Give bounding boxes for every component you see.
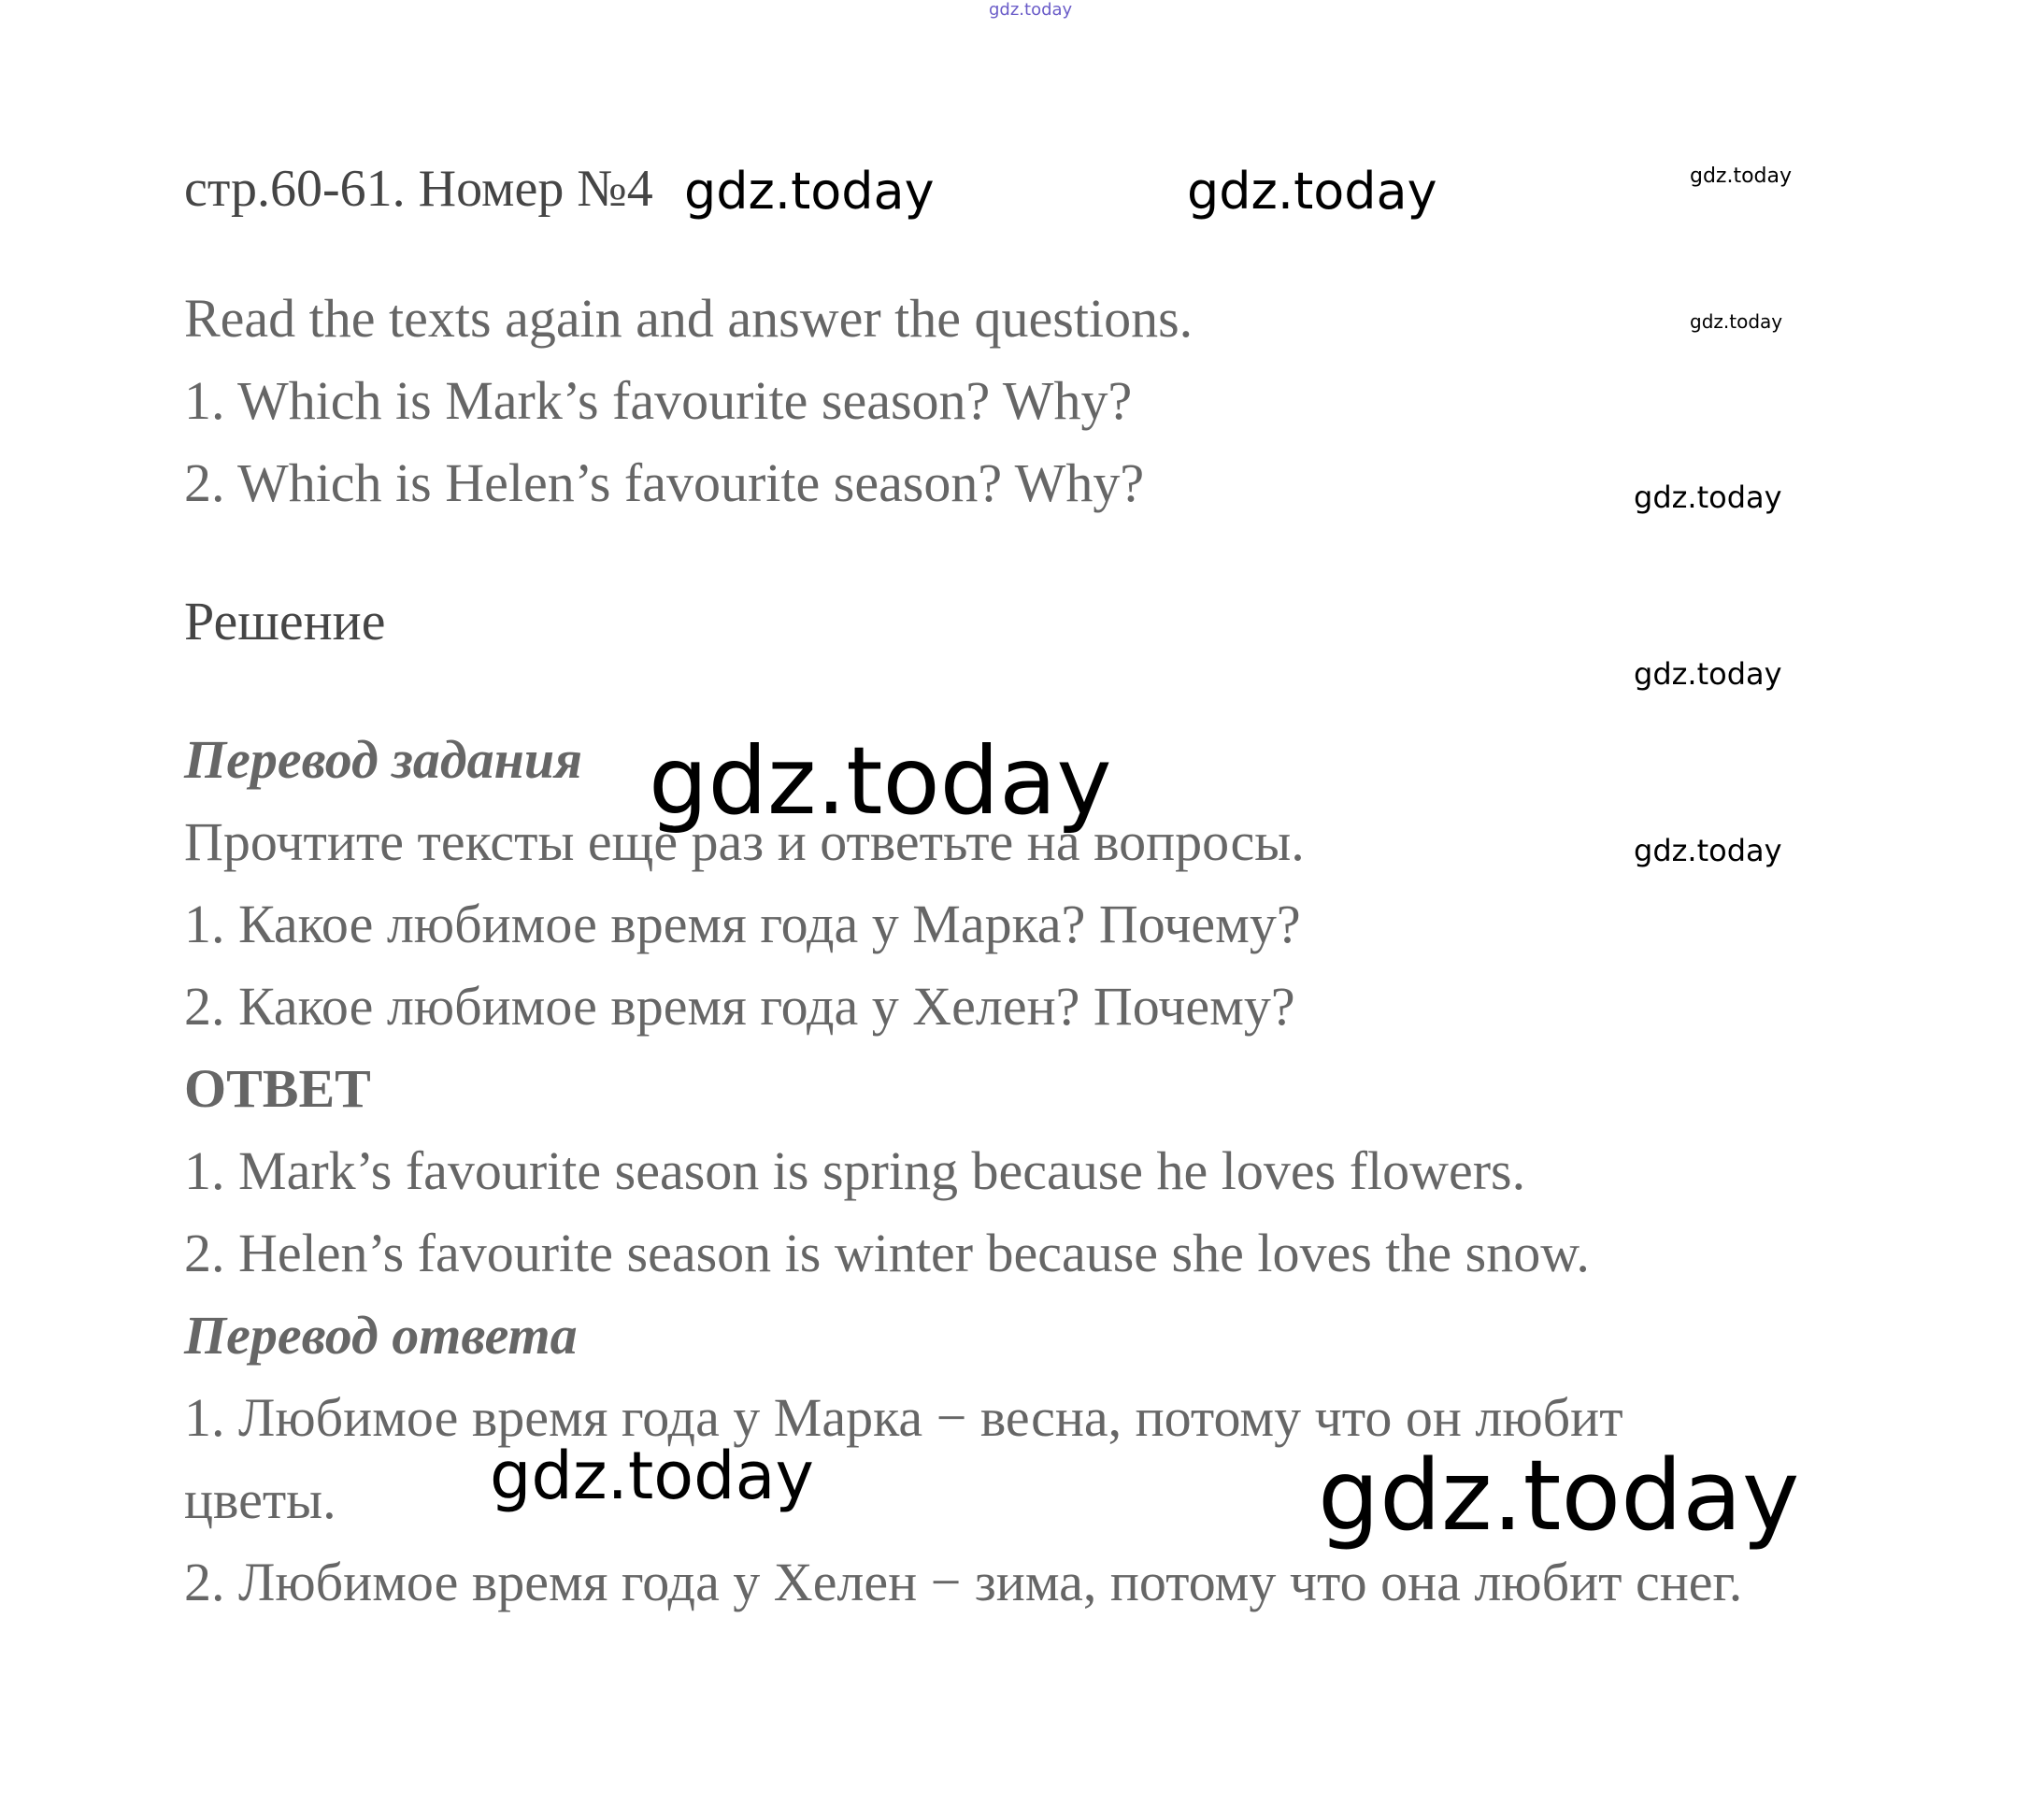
watermark-bottom-left: gdz.today <box>490 1438 814 1514</box>
watermark-top-center: gdz.today <box>989 0 1073 20</box>
watermark-right-1: gdz.today <box>1690 165 1793 188</box>
page-heading: стр.60-61. Номер №4 <box>184 160 653 218</box>
answer-translation-line-2: цветы. <box>184 1469 336 1530</box>
watermark-right-3: gdz.today <box>1634 480 1782 515</box>
watermark-right-4: gdz.today <box>1634 656 1782 692</box>
watermark-right-5: gdz.today <box>1634 833 1782 868</box>
answer-translation-title: Перевод ответа <box>184 1305 578 1366</box>
answer-line-1: 1. Mark’s favourite season is spring because he loves flowers. <box>184 1140 1526 1201</box>
task-instruction: Read the texts again and answer the questions. <box>184 288 1194 349</box>
answer-translation-line-3: 2. Любимое время года у Хелен − зима, потому что она любит снег. <box>184 1552 1743 1612</box>
task-translation-question-2: 2. Какое любимое время года у Хелен? Почему? <box>184 976 1295 1037</box>
task-translation-title: Перевод задания <box>184 729 582 790</box>
watermark-heading-1: gdz.today <box>684 162 935 221</box>
answer-title: ОТВЕТ <box>184 1058 371 1119</box>
answer-translation-line-1: 1. Любимое время года у Марка − весна, потому что он любит <box>184 1387 1623 1448</box>
task-question-2: 2. Which is Helen’s favourite season? Why? <box>184 452 1145 513</box>
watermark-heading-2: gdz.today <box>1187 162 1437 221</box>
watermark-bottom-right-large: gdz.today <box>1318 1439 1800 1553</box>
solution-label: Решение <box>184 591 386 651</box>
task-translation-question-1: 1. Какое любимое время года у Марка? Почему? <box>184 894 1301 954</box>
answer-line-2: 2. Helen’s favourite season is winter because she loves the snow. <box>184 1223 1590 1283</box>
task-translation-instruction: Прочтите тексты ещё раз и ответьте на вопросы. <box>184 811 1305 872</box>
watermark-right-2: gdz.today <box>1690 310 1783 333</box>
task-question-1: 1. Which is Mark’s favourite season? Why? <box>184 370 1133 431</box>
watermark-center-large: gdz.today <box>649 726 1112 836</box>
